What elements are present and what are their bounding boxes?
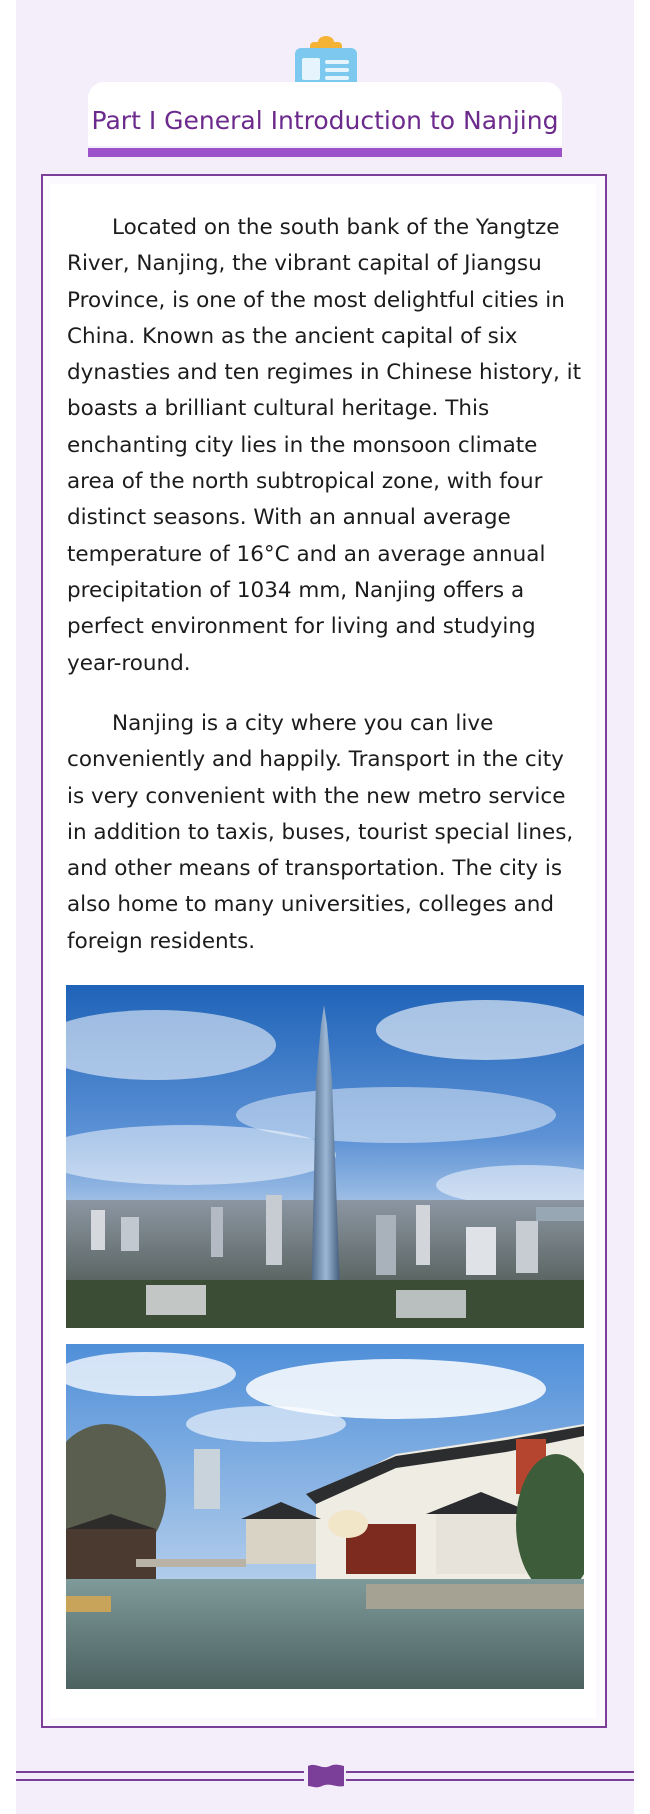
city-skyline-photo	[66, 985, 584, 1328]
title-card	[88, 82, 562, 146]
transport-paragraph: Nanjing is a city where you can live conveniently and happily. Transport in the city is very convenient with the new metro service in addition to taxis, buses, tourist special lines, and other means of transportation. The city is also home to many universities, colleges and foreign residents.	[67, 711, 574, 954]
title-underline	[88, 148, 562, 157]
page-title: Part I General Introduction to Nanjing	[91, 106, 559, 135]
riverside-old-town-photo	[66, 1344, 584, 1689]
ribbon-flag-icon	[308, 1765, 344, 1788]
intro-paragraph: Located on the south bank of the Yangtze River, Nanjing, the vibrant capital of Jiangsu Province, is one of the most delightful cities in China. Known as the ancient capital of six dynasties and ten regimes in Chinese history, it boasts a brilliant cultural heritage. This enchanting city lies in the monsoon climate area of the north subtropical zone, with four distinct seasons. With an annual average temperature of 16°C and an average annual precipitation of 1034 mm, Nanjing offers a perfect environment for living and studying year-round.	[67, 215, 582, 676]
footer-divider	[16, 1758, 634, 1798]
